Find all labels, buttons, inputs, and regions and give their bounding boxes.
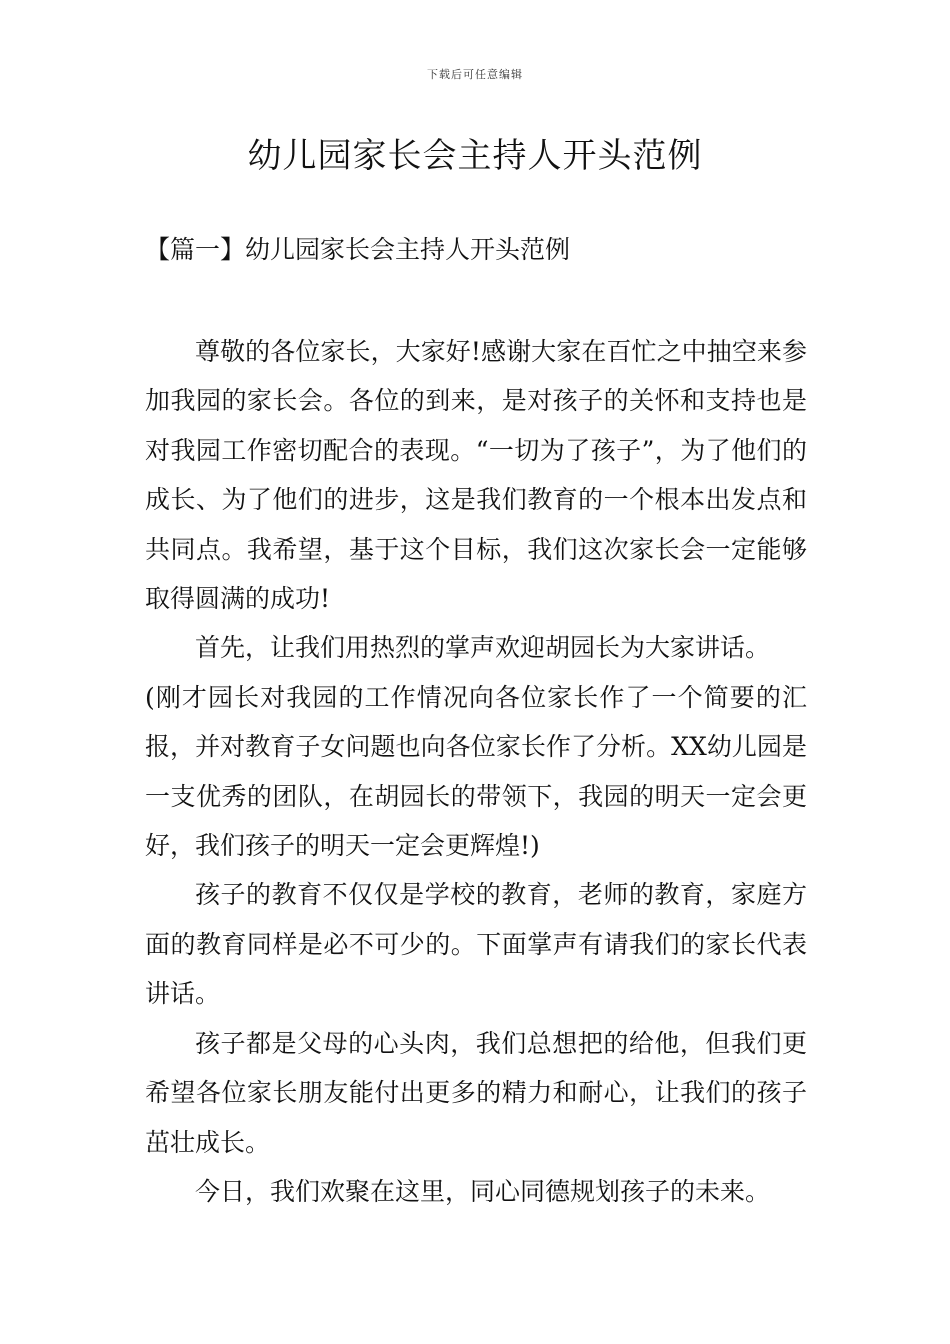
section-heading: 【篇一】幼儿园家长会主持人开头范例 bbox=[145, 235, 571, 264]
paragraph-children-growth: 孩子都是父母的心头肉，我们总想把的给他，但我们更希望各位家长朋友能付出更多的精力和耐心，让我们的孩子茁壮成长。 bbox=[145, 1028, 807, 1157]
paragraph-welcome-principal: 首先，让我们用热烈的掌声欢迎胡园长为大家讲话。 bbox=[195, 633, 771, 663]
paragraph-future: 今日，我们欢聚在这里，同心同德规划孩子的未来。 bbox=[195, 1176, 771, 1206]
body-text bbox=[145, 327, 807, 1216]
header-note: 下载后可任意编辑 bbox=[427, 68, 523, 81]
paragraph-principal-summary: (刚才园长对我园的工作情况向各位家长作了一个简要的汇报，并对教育子女问题也向各位家长作了分析。XX幼儿园是一支优秀的团队，在胡园长的带领下，我园的明天一定会更好，我们孩子的明天一定会更辉煌!) bbox=[145, 682, 807, 861]
document-title: 幼儿园家长会主持人开头范例 bbox=[247, 136, 703, 176]
paragraph-greeting: 尊敬的各位家长，大家好!感谢大家在百忙之中抽空来参加我园的家长会。各位的到来，是对孩子的关怀和支持也是对我园工作密切配合的表现。“一切为了孩子”，为了他们的成长、为了他们的进步，这是我们教育的一个根本出发点和共同点。我希望，基于这个目标，我们这次家长会一定能够取得圆满的成功! bbox=[145, 337, 807, 614]
paragraph-parent-representative: 孩子的教育不仅仅是学校的教育，老师的教育，家庭方面的教育同样是必不可少的。下面掌声有请我们的家长代表讲话。 bbox=[145, 880, 807, 1009]
